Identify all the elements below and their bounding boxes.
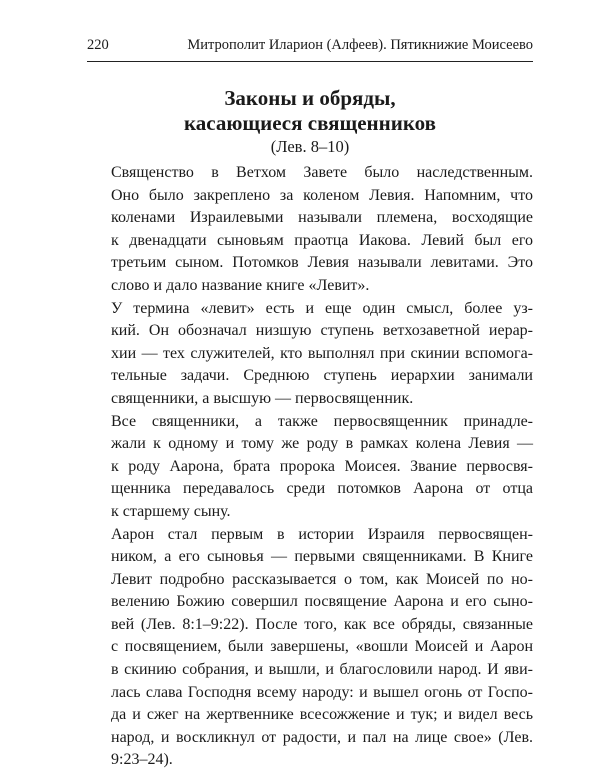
text-line: 9:23–24).	[87, 749, 533, 772]
header-divider	[87, 61, 533, 62]
chapter-title	[87, 86, 533, 158]
title-line-2: касающиеся священников	[87, 111, 533, 136]
paragraph	[87, 411, 533, 524]
page-header	[87, 37, 533, 54]
text-line: велению Божию совершил посвящение Аарона и его сыно-	[87, 591, 533, 614]
text-line: коленами Израилевыми называли племена, восходящие	[87, 207, 533, 230]
text-line: вей (Лев. 8:1–9:22). После того, как все обряды, связанные	[87, 614, 533, 637]
text-line: Аарон стал первым в истории Израиля первосвящен-	[87, 524, 533, 547]
text-line: народ, и воскликнул от радости, и пал на лице свое» (Лев.	[87, 727, 533, 750]
text-line: хии — тех служителей, кто выполнял при скинии вспомога-	[87, 343, 533, 366]
text-line: слово и дало название книге «Левит».	[87, 275, 533, 298]
text-line: лась слава Господня всему народу: и вышел огонь от Госпо-	[87, 682, 533, 705]
text-line: щенника передавалось среди потомков Аарона от отца	[87, 478, 533, 501]
text-line: с посвящением, были завершены, «вошли Моисей и Аарон	[87, 636, 533, 659]
paragraph	[87, 524, 533, 772]
text-line: да и сжег на жертвеннике всесожжение и тук; и видел весь	[87, 704, 533, 727]
body-text	[87, 162, 533, 772]
title-line-1: Законы и обряды,	[87, 86, 533, 111]
text-line: Все священники, а также первосвященник принадле-	[87, 411, 533, 434]
text-line: кий. Он обозначал низшую ступень ветхозаветной иерар-	[87, 320, 533, 343]
running-title: Митрополит Иларион (Алфеев). Пятикнижие Моисеево	[187, 37, 533, 54]
text-line: к старшему сыну.	[87, 501, 533, 524]
text-line: Левит подробно рассказывается о том, как Моисей по но-	[87, 569, 533, 592]
text-line: Оно было закреплено за коленом Левия. Напомним, что	[87, 185, 533, 208]
text-line: жали к одному и тому же роду в рамках колена Левия —	[87, 433, 533, 456]
text-line: в скинию собрания, и вышли, и благословили народ. И яви-	[87, 659, 533, 682]
paragraph	[87, 162, 533, 298]
text-line: священники, а высшую — первосвященник.	[87, 388, 533, 411]
text-line: У термина «левит» есть и еще один смысл, более уз-	[87, 298, 533, 321]
text-line: ником, а его сыновья — первыми священниками. В Книге	[87, 546, 533, 569]
text-line: к двенадцати сыновьям праотца Иакова. Левий был его	[87, 230, 533, 253]
text-line: тельные задачи. Среднюю ступень иерархии занимали	[87, 365, 533, 388]
text-line: третьим сыном. Потомков Левия называли левитами. Это	[87, 252, 533, 275]
paragraph	[87, 298, 533, 411]
scripture-reference: (Лев. 8–10)	[87, 136, 533, 158]
text-line: к роду Аарона, брата пророка Моисея. Звание первосвя-	[87, 456, 533, 479]
page-number: 220	[87, 37, 109, 54]
text-line: Священство в Ветхом Завете было наследственным.	[87, 162, 533, 185]
